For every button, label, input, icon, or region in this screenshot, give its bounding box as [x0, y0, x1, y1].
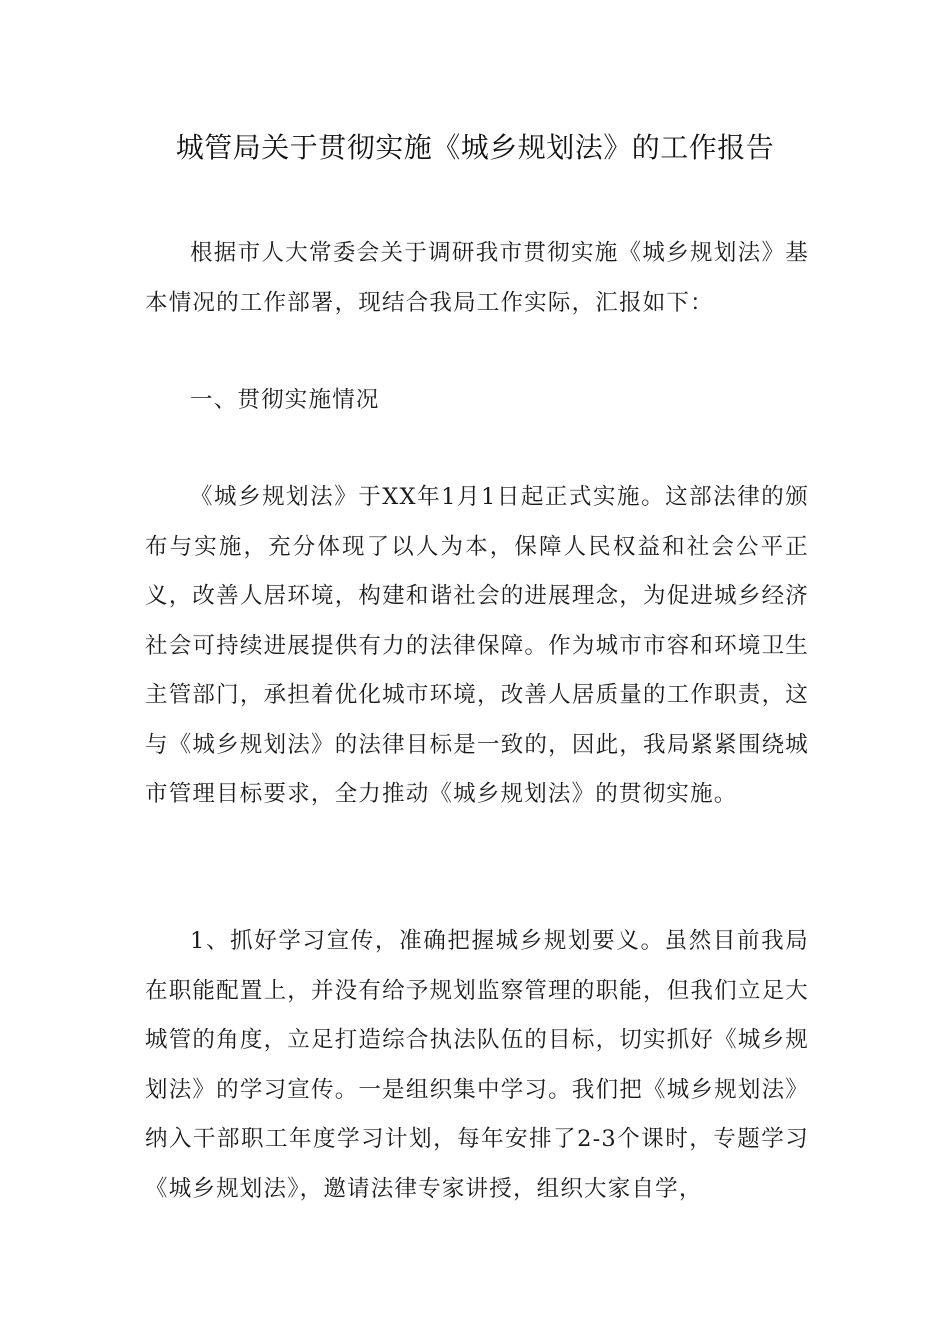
point-one-paragraph: 1、抓好学习宣传，准确把握城乡规划要义。虽然目前我局在职能配置上，并没有给予规划监察管理的职能，但我们立足大城管的角度，立足打造综合执法队伍的目标，切实抓好《城乡规划法》的学习宣传。一是组织集中学习。我们把《城乡规划法》纳入干部职工年度学习计划，每年安排了2-3个课时，专题学习《城乡规划法》，邀请法律专家讲授，组织大家自学，	[145, 928, 809, 1202]
section-body-paragraph: 《城乡规划法》于XX年1月1日起正式实施。这部法律的颁布与实施，充分体现了以人为本，保障人民权益和社会公平正义，改善人居环境，构建和谐社会的进展理念，为促进城乡经济社会可持续进展提供有力的法律保障。作为城市市容和环境卫生主管部门，承担着优化城市环境，改善人居质量的工作职责，这与《城乡规划法》的法律目标是一致的，因此，我局紧紧围绕城市管理目标要求，全力推动《城乡规划法》的贯彻实施。	[145, 484, 809, 807]
document-title: 城管局关于贯彻实施《城乡规划法》的工作报告	[175, 131, 775, 164]
section-heading-implementation: 一、贯彻实施情况	[190, 387, 380, 413]
intro-paragraph: 根据市人大常委会关于调研我市贯彻实施《城乡规划法》基本情况的工作部署，现结合我局工作实际，汇报如下：	[145, 240, 809, 316]
